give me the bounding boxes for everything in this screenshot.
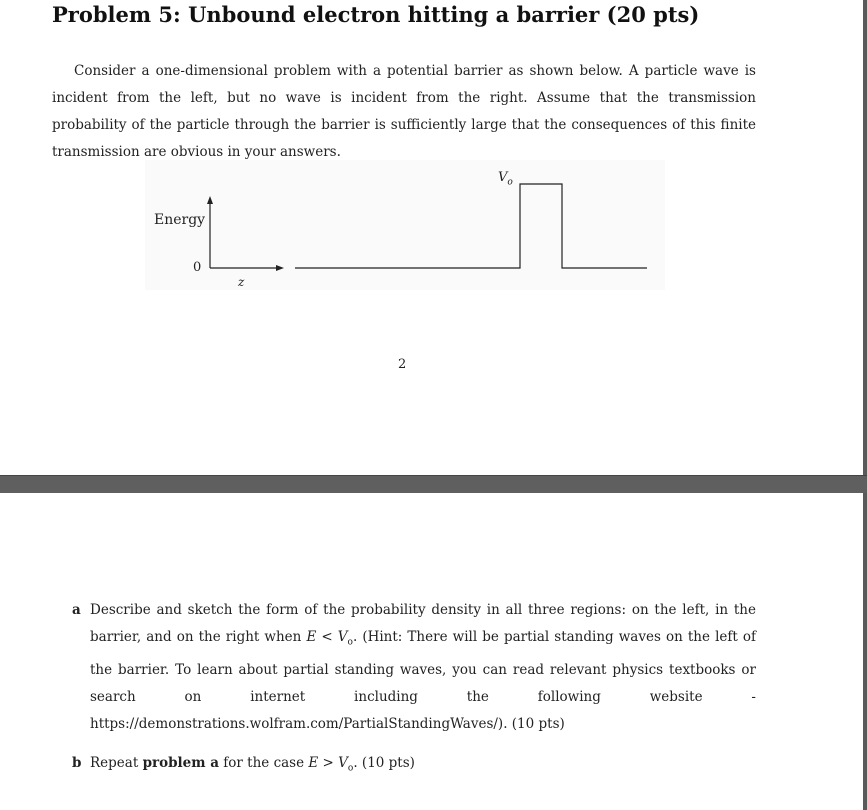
intro-text: Consider a one-dimensional problem with a potential barrier as shown below. A particle wave is incident from the left, but no wave is incident from the right. Assume that the transmission probability of the particle through the barrier is sufficiently large that the consequences of this finite transmission are obvious in your answers. [52,62,756,160]
part-b-bold: problem a [142,754,220,771]
part-a-text: Describe and sketch the form of the probability density in all three regions: on the left, in the barrier, and on the right when [90,602,756,645]
z-label: z [238,275,245,289]
part-b-mid: for the case [219,754,309,771]
barrier-height-label [498,170,513,188]
problem-parts [72,597,756,782]
energy-label: Energy [154,212,206,228]
part-a-relation: < [316,629,338,645]
part-a [72,597,756,738]
part-a-mark: a [72,602,81,618]
part-b-v: V [338,754,348,771]
barrier-sub: o [507,177,513,188]
part-b [72,750,756,783]
part-a-v: V [337,629,348,645]
part-a-hint: . (Hint: There will be partial standing waves on the left of the barrier. To learn about partial standing waves, you can read relevant physics textbooks or search on internet including the following website - https://demonstrations.wolfram.com/PartialStandingWaves/). (10 pts) [90,629,756,732]
part-b-text: Repeat [90,754,143,771]
barrier-v: V [498,170,508,185]
part-b-sub: o [347,763,354,774]
potential-curve [295,184,647,268]
potential-barrier-figure [145,160,665,290]
part-a-e: E [306,629,317,645]
part-b-relation: > [318,754,339,771]
zero-label: 0 [193,260,202,275]
z-axis-arrow [276,265,284,271]
page-number: 2 [398,357,407,372]
part-a-sub: o [347,637,353,648]
energy-axis-arrow [207,196,213,204]
page-gap [0,475,867,495]
problem-intro [52,58,756,166]
barrier-diagram [145,160,665,290]
part-b-mark: b [72,754,82,771]
part-b-e: E [308,754,319,771]
part-b-end: . (10 pts) [353,754,415,771]
problem-title: Problem 5: Unbound electron hitting a barrier (20 pts) [52,2,700,27]
